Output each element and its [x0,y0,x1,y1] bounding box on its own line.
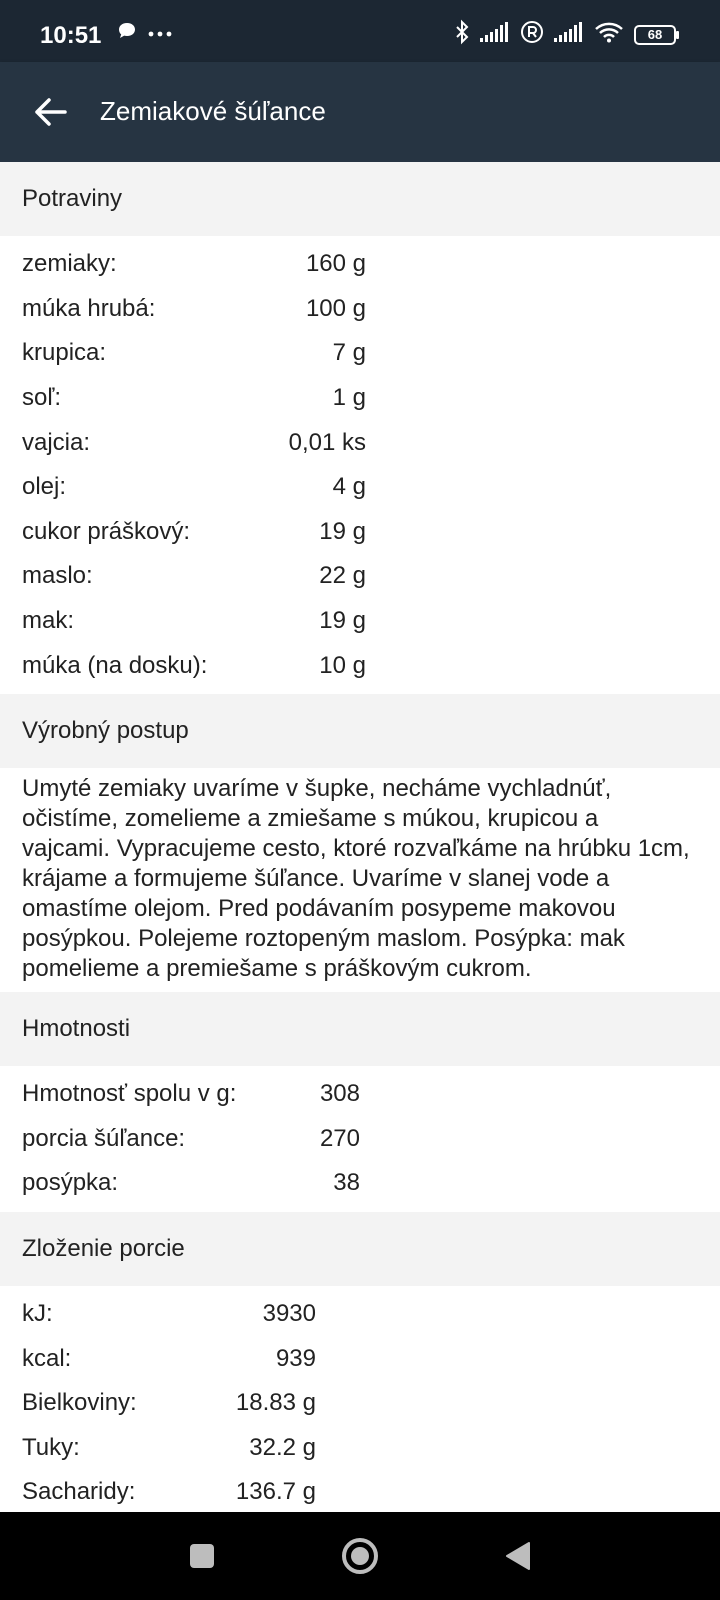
ingredient-row [0,465,720,510]
composition-name: Tuky: [22,1433,80,1461]
ingredient-name: cukor práškový: [22,517,191,545]
home-circle-icon [340,1536,380,1576]
arrow-left-icon [33,97,67,127]
ingredient-row [0,331,720,376]
ingredient-row [0,420,720,465]
ingredient-name: vajcia: [22,428,91,456]
back-triangle-icon [503,1540,533,1572]
status-left-icons [116,20,172,47]
status-right-icons [454,20,680,49]
composition-row [0,1426,720,1471]
ingredient-amount: 10 g [319,651,366,679]
ingredient-amount: 1 g [332,384,366,412]
weight-row [0,1161,720,1206]
composition-header: Zloženie porcie [0,1212,720,1286]
ingredient-name: zemiaky: [22,250,117,278]
ingredient-amount: 22 g [319,562,366,590]
composition-name: Bielkoviny: [22,1389,137,1417]
weights-list [0,1066,720,1212]
weight-name: posýpka: [22,1169,119,1197]
battery-level: 68 [647,26,663,42]
ingredient-name: krupica: [22,339,107,367]
composition-row [0,1292,720,1337]
weight-row [0,1117,720,1162]
weight-row [0,1072,720,1117]
app-bar [0,62,720,162]
weight-value: 308 [319,1080,360,1108]
composition-value: 939 [275,1344,316,1372]
ingredient-row [0,643,720,688]
ingredient-name: olej: [22,473,67,501]
ingredient-row [0,510,720,555]
procedure-header: Výrobný postup [0,694,720,768]
ingredient-name: maslo: [22,562,93,590]
status-bar [0,0,720,62]
home-button[interactable] [332,1528,388,1584]
composition-value: 3930 [262,1300,316,1328]
signal-icon [554,22,584,47]
recents-button[interactable] [174,1528,230,1584]
ingredient-row [0,242,720,287]
ingredient-name: soľ: [22,384,62,412]
recipe-content[interactable] [0,162,720,1512]
composition-value: 18.83 g [235,1389,316,1417]
ingredient-row [0,376,720,421]
ingredient-name: múka hrubá: [22,294,156,322]
procedure-text: Umyté zemiaky uvaríme v šupke, necháme vychladnúť, očistíme, zomelieme a zmiešame s múkou, krupicou a vajcami. Vypracujeme cesto, ktoré rozvaľkáme na hrúbku 1cm, krájame a formujeme šúľance. Uvaríme v slanej vode a omastíme olejom. Pred podávaním posypeme makovou posýpkou. Polejeme roztopeným maslom. Posýpka: mak pomelieme a premiešame s práškovým cukrom. [22,774,690,982]
ingredients-header: Potraviny [0,162,720,236]
composition-name: kcal: [22,1344,72,1372]
recents-square-icon [188,1542,216,1570]
battery-icon [634,24,680,46]
ingredient-row [0,554,720,599]
back-button[interactable] [26,88,74,136]
ingredient-row [0,599,720,644]
ingredients-list [0,236,720,694]
ingredient-amount: 0,01 ks [288,428,366,456]
ingredient-name: múka (na dosku): [22,651,208,679]
weights-header: Hmotnosti [0,992,720,1066]
composition-row [0,1470,720,1515]
bluetooth-icon [454,20,470,49]
weight-value: 38 [333,1169,360,1197]
ingredient-amount: 4 g [332,473,366,501]
ingredient-amount: 7 g [332,339,366,367]
composition-row [0,1381,720,1426]
composition-name: kJ: [22,1300,53,1328]
composition-row [0,1336,720,1381]
signal-icon [480,22,510,47]
more-dots-icon [148,25,172,43]
chat-bubble-icon [116,20,138,47]
wifi-icon [594,21,624,48]
ingredient-name: mak: [22,607,75,635]
composition-value: 136.7 g [235,1478,316,1506]
ingredient-row [0,287,720,332]
ingredient-amount: 19 g [319,607,366,635]
composition-name: Sacharidy: [22,1478,136,1506]
status-time: 10:51 [40,22,102,49]
page-title: Zemiakové šúľance [100,96,326,126]
weight-value: 270 [319,1124,360,1152]
back-nav-button[interactable] [490,1528,546,1584]
navigation-bar [0,1512,720,1600]
weight-name: porcia šúľance: [22,1124,186,1152]
composition-value: 32.2 g [249,1433,316,1461]
ingredient-amount: 19 g [319,517,366,545]
roaming-icon [520,20,544,49]
ingredient-amount: 100 g [305,294,366,322]
ingredient-amount: 160 g [305,250,366,278]
weight-name: Hmotnosť spolu v g: [22,1080,237,1108]
